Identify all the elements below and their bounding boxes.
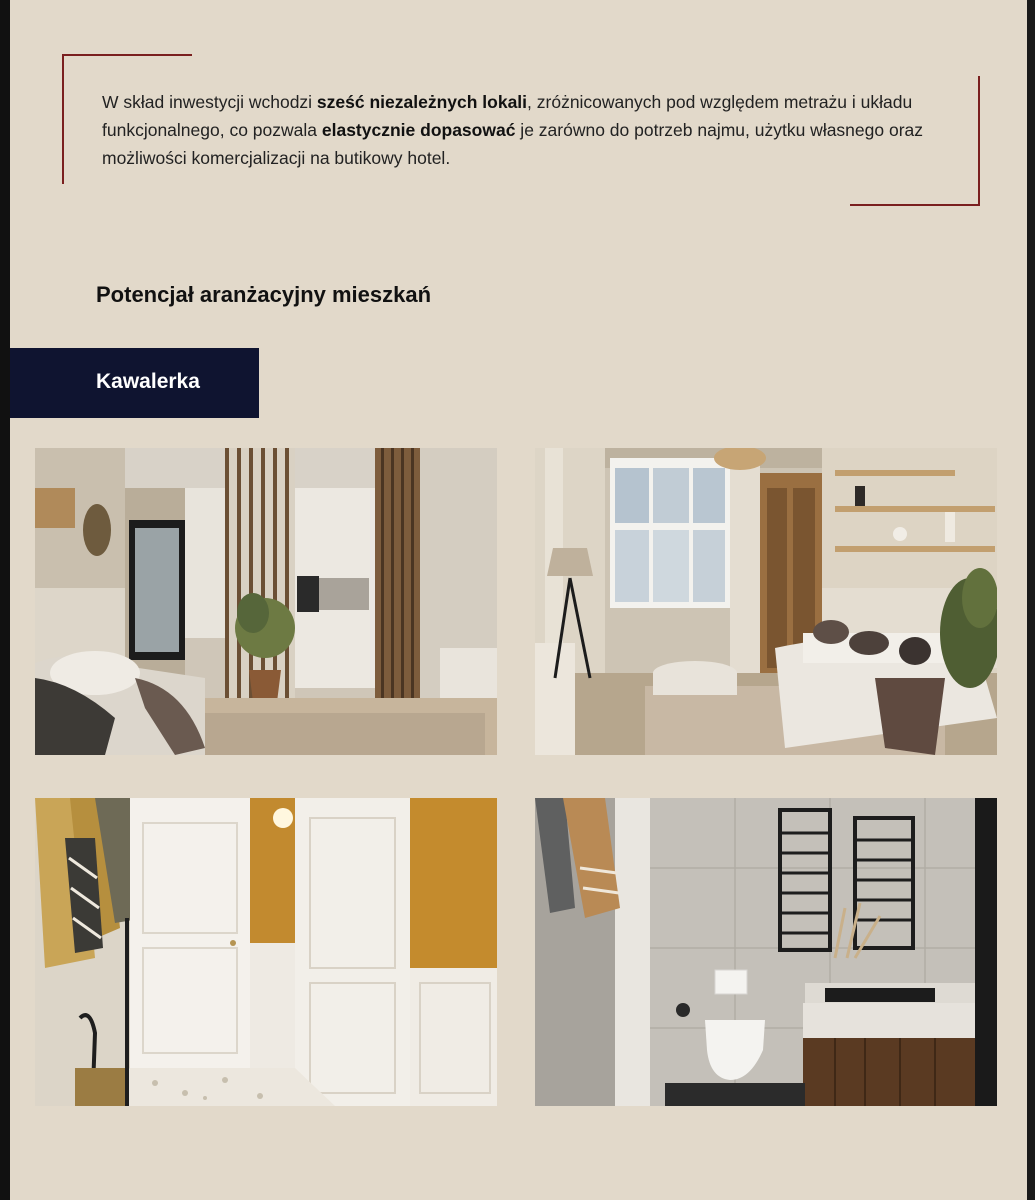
intro-bold-2: elastycznie dopasować (321, 120, 516, 140)
intro-paragraph (102, 88, 952, 172)
frame-corner-top-left-vertical (62, 54, 64, 184)
intro-frame (62, 54, 980, 206)
kitchen-living-photo (35, 448, 497, 755)
frame-corner-bottom-right (850, 204, 980, 206)
intro-text-1: W skład inwestycji wchodzi (102, 92, 317, 112)
intro-text-2: , zróżnicowanych pod względem metrażu i układu funkcjonalnego, co pozwala (102, 92, 913, 140)
intro-bold-1: sześć niezależnych lokali (316, 92, 528, 112)
frame-corner-top-left (62, 54, 192, 56)
hallway-photo (35, 798, 497, 1106)
section-title: Potencjał aranżacyjny mieszkań (96, 282, 432, 307)
unit-label: Kawalerka (96, 370, 200, 393)
intro-text-3: je zarówno do potrzeb najmu, użytku własnego oraz możliwości komercjalizacji na butikowy hotel. (102, 120, 924, 168)
page-edge (1027, 0, 1035, 1200)
living-room-photo (535, 448, 997, 755)
brochure-page (10, 0, 1027, 1200)
bathroom-photo (535, 798, 997, 1106)
frame-corner-bottom-right-vertical (978, 76, 980, 206)
